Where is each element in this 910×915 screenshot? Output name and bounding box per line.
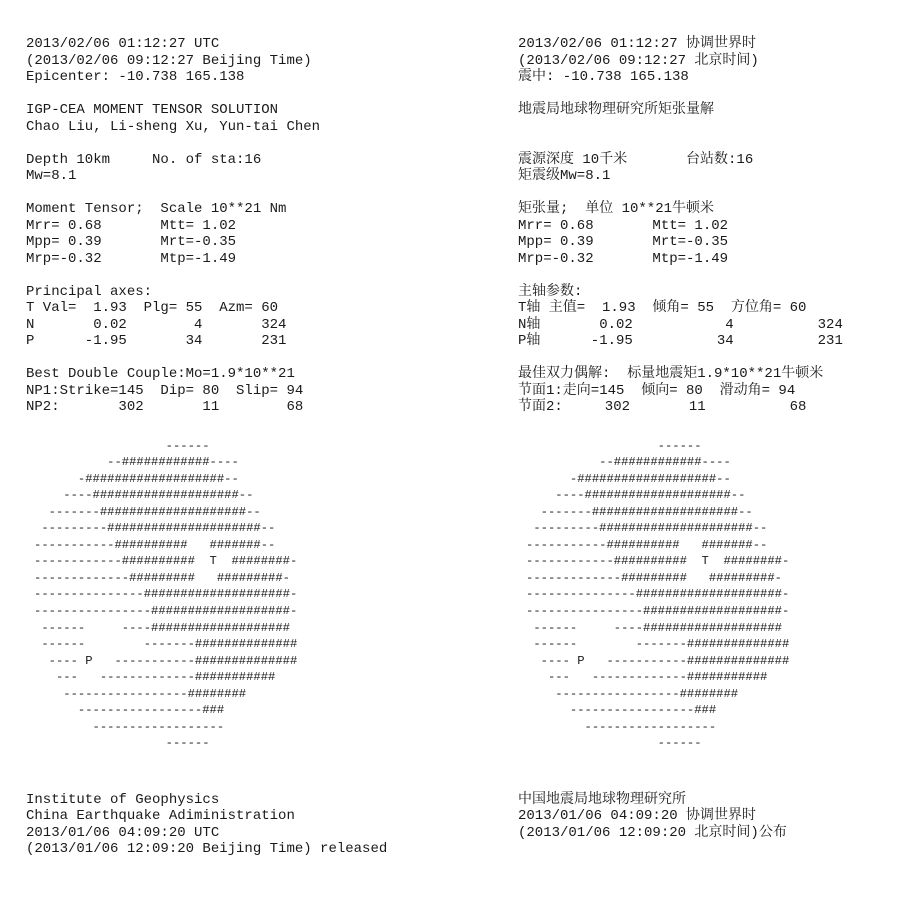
nodal-plane-2: NP2: 302 11 68	[26, 399, 304, 415]
moment-tensor-header-cn: 矩张量; 单位 10**21牛顿米	[518, 201, 715, 217]
principal-axes-header: Principal axes:	[26, 283, 153, 300]
solution-title-cn: 地震局地球物理研究所矩张量解	[518, 102, 714, 118]
double-couple-header-cn: 最佳双力偶解: 标量地震矩1.9*10**21牛顿米	[518, 366, 824, 382]
moment-tensor-row-cn: Mrr= 0.68 Mtt= 1.02	[518, 217, 729, 234]
moment-tensor-row: Mpp= 0.39 Mrt=-0.35	[26, 234, 237, 250]
depth-stations-cn: 震源深度 10千米 台站数:16	[518, 151, 754, 168]
moment-tensor-row: Mrr= 0.68 Mtt= 1.02	[26, 217, 237, 234]
principal-axis-t: T Val= 1.93 Plg= 55 Azm= 60	[26, 300, 279, 316]
magnitude-cn: 矩震级Mw=8.1	[518, 168, 611, 184]
institute-name-cn: 中国地震局地球物理研究所	[518, 791, 686, 808]
chinese-report	[518, 36, 910, 841]
nodal-plane-2-cn: 节面2: 302 11 68	[518, 399, 807, 415]
release-time-beijing: (2013/01/06 12:09:20 Beijing Time) released	[26, 841, 388, 858]
magnitude: Mw=8.1	[26, 168, 77, 184]
nodal-plane-1-cn: 节面1:走向=145 倾向= 80 滑动角= 94	[518, 382, 796, 399]
principal-axis-n-cn: N轴 0.02 4 324	[518, 316, 843, 333]
english-report	[26, 36, 466, 858]
moment-tensor-row: Mrp=-0.32 Mtp=-1.49	[26, 250, 237, 267]
nodal-plane-1: NP1:Strike=145 Dip= 80 Slip= 94	[26, 382, 304, 399]
authors: Chao Liu, Li-sheng Xu, Yun-tai Chen	[26, 118, 321, 135]
moment-tensor-row-cn: Mrp=-0.32 Mtp=-1.49	[518, 250, 729, 267]
release-time-beijing-cn: (2013/01/06 12:09:20 北京时间)公布	[518, 824, 787, 841]
release-time-utc: 2013/01/06 04:09:20 UTC	[26, 824, 220, 841]
event-time-beijing: (2013/02/06 09:12:27 Beijing Time)	[26, 52, 312, 69]
footer-cn	[518, 792, 910, 842]
epicenter: Epicenter: -10.738 165.138	[26, 69, 245, 85]
moment-tensor-header: Moment Tensor; Scale 10**21 Nm	[26, 201, 287, 217]
event-time-utc: 2013/02/06 01:12:27 UTC	[26, 36, 220, 52]
principal-axis-n: N 0.02 4 324	[26, 316, 287, 333]
event-time-beijing-cn: (2013/02/06 09:12:27 北京时间)	[518, 52, 759, 69]
double-couple-header: Best Double Couple:Mo=1.9*10**21	[26, 366, 295, 382]
solution-title: IGP-CEA MOMENT TENSOR SOLUTION	[26, 102, 279, 118]
depth-stations: Depth 10km No. of sta:16	[26, 151, 262, 168]
event-time-utc-cn: 2013/02/06 01:12:27 协调世界时	[518, 36, 757, 52]
institute-name: Institute of Geophysics	[26, 791, 220, 808]
moment-tensor-row-cn: Mpp= 0.39 Mrt=-0.35	[518, 234, 729, 250]
beachball-diagram-cn: ------ --############---- -###################-- ----####################-- -------####################-- ---------#####################-- -----------########## #######-- ------------########## T ########- -------------######### #########- ---------------####################- ----------------###################- ------ ----################### ------ -------############## ---- P -----------############## --- -------------########### -----------------######## -----------------### ------------------ ------	[526, 438, 790, 751]
beachball-diagram: ------ --############---- -###################-- ----####################-- -------####################-- ---------#####################-- -----------########## #######-- ------------########## T ########- -------------######### #########- ---------------####################- ----------------###################- ------ ----################### ------ -------############## ---- P -----------############## --- -------------########### -----------------######## -----------------### ------------------ ------	[34, 438, 298, 751]
principal-axis-t-cn: T轴 主值= 1.93 倾角= 55 方位角= 60	[518, 300, 807, 316]
principal-axis-p: P -1.95 34 231	[26, 333, 287, 349]
release-time-utc-cn: 2013/01/06 04:09:20 协调世界时	[518, 808, 757, 825]
principal-axes-header-cn: 主轴参数:	[518, 283, 583, 300]
footer	[26, 792, 466, 858]
agency-name: China Earthquake Adiministration	[26, 808, 295, 825]
epicenter-cn: 震中: -10.738 165.138	[518, 69, 689, 85]
principal-axis-p-cn: P轴 -1.95 34 231	[518, 333, 843, 349]
